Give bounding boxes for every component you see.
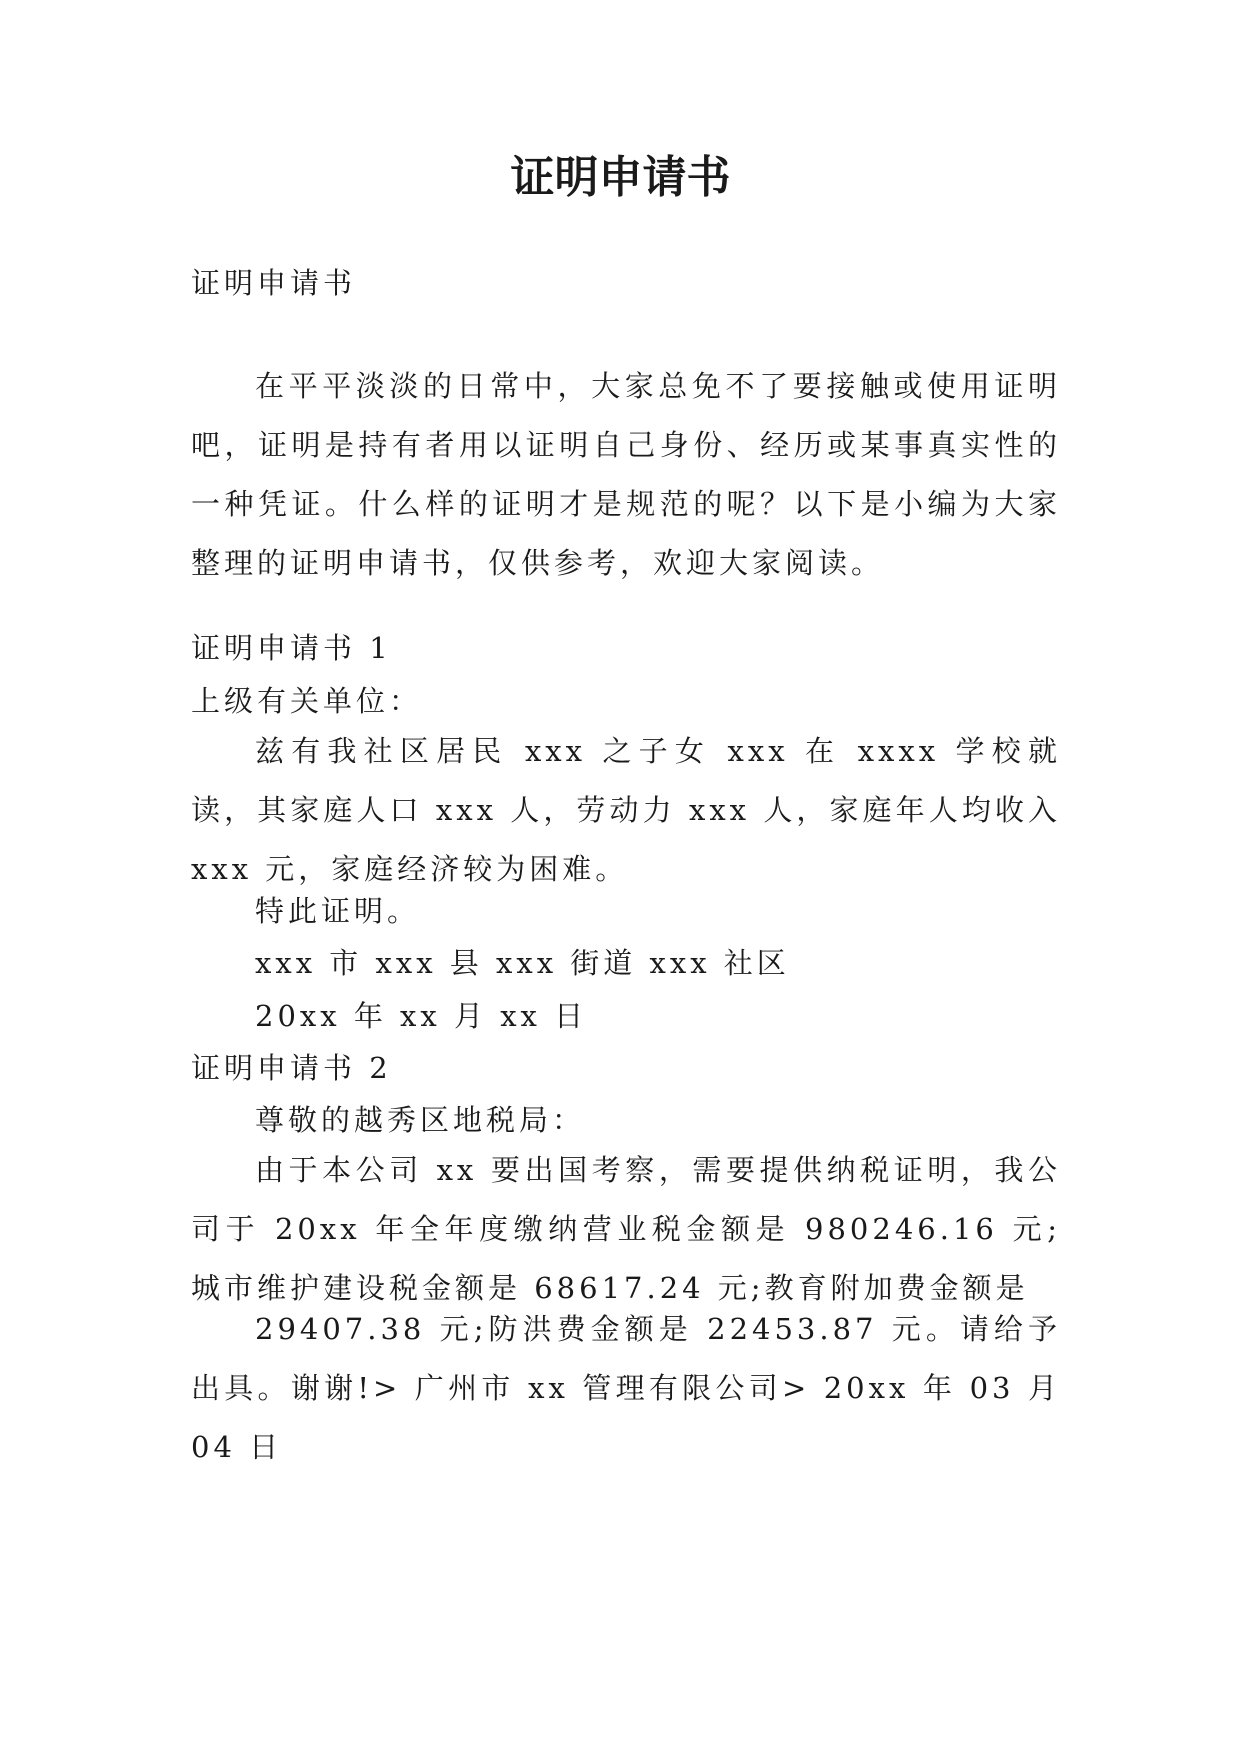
document-subtitle: 证明申请书: [191, 266, 357, 300]
section2-salutation: 尊敬的越秀区地税局：: [255, 1103, 586, 1137]
section1-heading: 证明申请书 1: [191, 631, 392, 665]
intro-paragraph: 在平平淡淡的日常中，大家总免不了要接触或使用证明吧，证明是持有者用以证明自己身份、经历或某事真实性的一种凭证。什么样的证明才是规范的呢？以下是小编为大家整理的证明申请书，仅供参考，欢迎大家阅读。: [191, 369, 1061, 580]
section1-salutation: 上级有关单位：: [191, 684, 423, 718]
section1-date: 20xx 年 xx 月 xx 日: [255, 999, 588, 1033]
section1-body: 兹有我社区居民 xxx 之子女 xxx 在 xxxx 学校就读，其家庭人口 xxx 人，劳动力 xxx 人，家庭年人均收入 xxx 元，家庭经济较为困难。: [191, 734, 1061, 886]
section1-signature: xxx 市 xxx 县 xxx 街道 xxx 社区: [255, 946, 790, 980]
section2-body-continued: 29407.38 元;防洪费金额是 22453.87 元。请给予出具。谢谢!> 广州市 xx 管理有限公司> 20xx 年 03 月 04 日: [191, 1312, 1061, 1464]
section1-closing: 特此证明。: [255, 894, 421, 928]
section2-heading: 证明申请书 2: [191, 1051, 392, 1085]
page-title: 证明申请书: [510, 152, 731, 203]
section2-body: 由于本公司 xx 要出国考察，需要提供纳税证明，我公司于 20xx 年全年度缴纳营业税金额是 980246.16 元;城市维护建设税金额是 68617.24 元;教育附加费金额是: [191, 1153, 1061, 1305]
